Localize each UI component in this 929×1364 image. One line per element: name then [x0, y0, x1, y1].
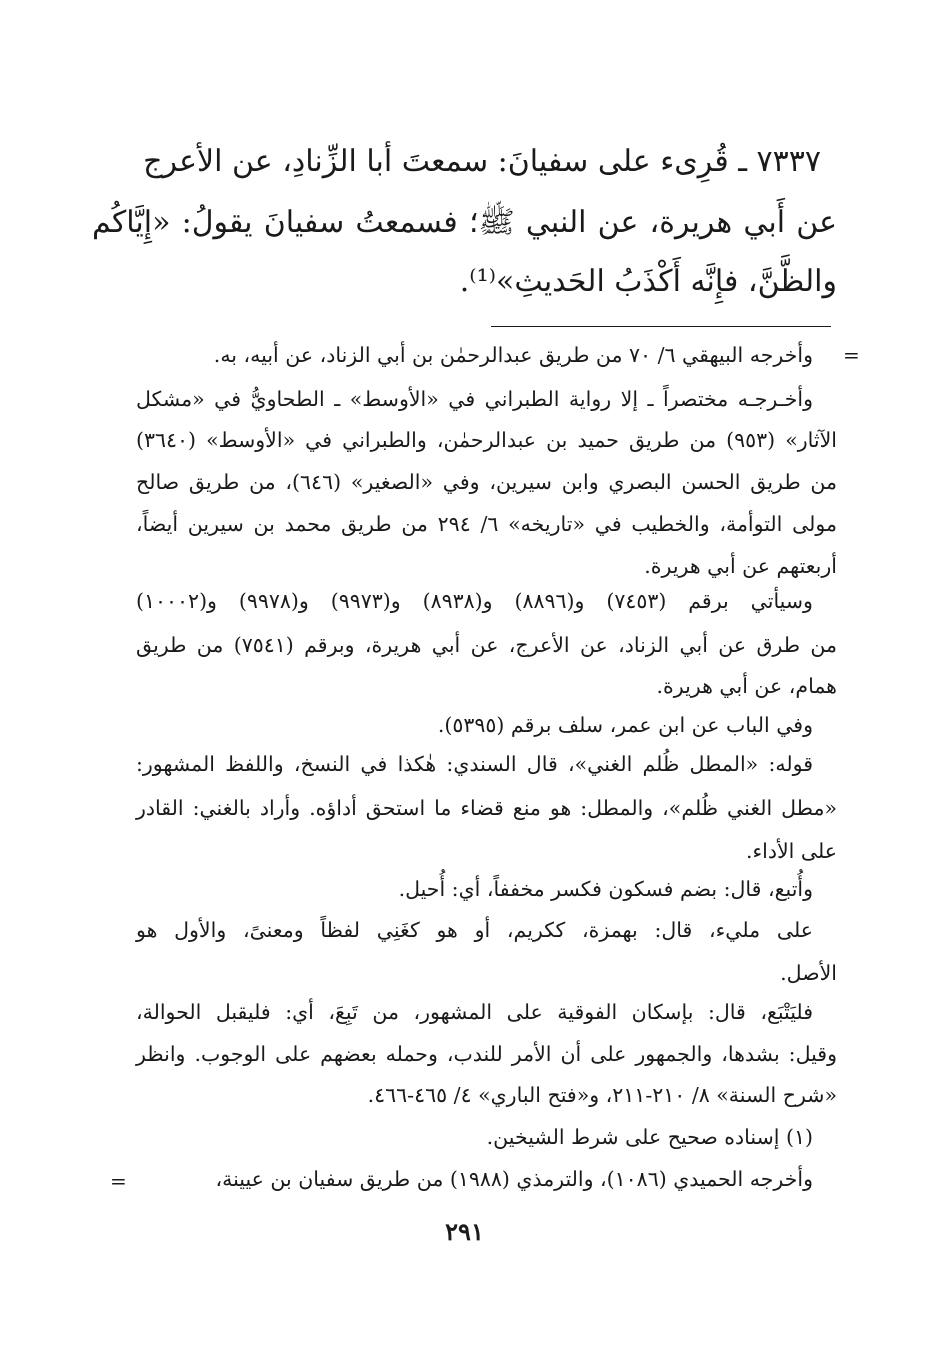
footnote-line: وسيأتي برقم (٧٤٥٣) و(٨٨٩٦) و(٨٩٣٨) و(٩٩٧٣) و(٩٩٧٨) و(١٠٠٠٢) [136, 589, 813, 613]
footnote-line: على مليء، قال: بهمزة، ككريم، أو هو كغَنِي لفظاً ومعنىً، والأول هو [136, 918, 813, 942]
footnote-line: على الأداء. [746, 839, 837, 863]
footnote-line: قوله: «المطل ظُلم الغني»، قال السندي: هٰكذا في النسخ، واللفظ المشهور: [136, 752, 813, 776]
page-number: ٢٩١ [445, 1217, 484, 1246]
footnote-line: فليَتْبَع، قال: بإسكان الفوقية على المشهور، من تَبِعَ، أي: فليقبل الحوالة، [136, 1000, 813, 1024]
footnote-line: من طريق الحسن البصري وابن سيرين، وفي «الصغير» (٦٤٦)، من طريق صالح [136, 470, 837, 494]
footnote-line: وأخرجه الحميدي (١٠٨٦)، والترمذي (١٩٨٨) من طريق سفيان بن عيينة، [215, 1167, 813, 1191]
continuation-mark-bottom: = [110, 1169, 127, 1193]
continuation-mark-top: = [843, 343, 860, 367]
footnote-line: «مطل الغني ظُلم»، والمطل: هو منع قضاء ما استحق أداؤه. وأراد بالغني: القادر [136, 796, 837, 820]
hadith-line-2: عن أَبي هريرة، عن النبي ﷺ؛ فسمعتُ سفيانَ يقولُ: «إِيَّاكُم [92, 205, 837, 240]
footnote-line: وقيل: بشدها، والجمهور على أن الأمر للندب، وحمله بعضهم على الوجوب. وانظر [136, 1042, 837, 1066]
footnote-separator-rule [491, 326, 831, 327]
footnote-line: (١) إسناده صحيح على شرط الشيخين. [486, 1125, 813, 1149]
footnote-line: من طرق عن أبي الزناد، عن الأعرج، عن أبي هريرة، وبرقم (٧٥٤١) من طريق [136, 633, 837, 657]
footnote-line: وفي الباب عن ابن عمر، سلف برقم (٥٣٩٥). [437, 713, 813, 737]
footnote-line: «شرح السنة» ٨/ ٢١٠-٢١١، و«فتح الباري» ٤/ ٤٦٥-٤٦٦. [367, 1083, 837, 1107]
footnote-line: وأخرجه البيهقي ٦/ ٧٠ من طريق عبدالرحمٰن بن أبي الزناد، عن أبيه، به. [213, 343, 813, 367]
footnote-line: أربعتهم عن أبي هريرة. [644, 554, 837, 578]
hadith-line-1: ٧٣٣٧ ـ قُرِىء على سفيانَ: سمعتَ أبا الزِّنادِ، عن الأعرج [143, 144, 821, 179]
footnote-line: وأخـرجـه مختصراً ـ إلا رواية الطبراني في «الأوسط» ـ الطحاويُّ في «مشكل [136, 387, 813, 411]
hadith-line-3: والظَّنَّ، فإِنَّه أَكْذَبُ الحَديثِ»⁽¹⁾. [459, 264, 837, 299]
footnote-line: الآثار» (٩٥٣) من طريق حميد بن عبدالرحمٰن، والطبراني في «الأوسط» (٣٦٤٠) [136, 428, 837, 452]
footnote-line: الأصل. [780, 961, 837, 985]
footnote-line: مولى التوأمة، والخطيب في «تاريخه» ٦/ ٢٩٤ من طريق محمد بن سيرين أيضاً، [136, 512, 837, 536]
footnote-line: وأُتبع، قال: بضم فسكون فكسر مخففاً، أي: أُحيل. [398, 877, 813, 901]
footnote-line: همام، عن أبي هريرة. [656, 674, 837, 698]
